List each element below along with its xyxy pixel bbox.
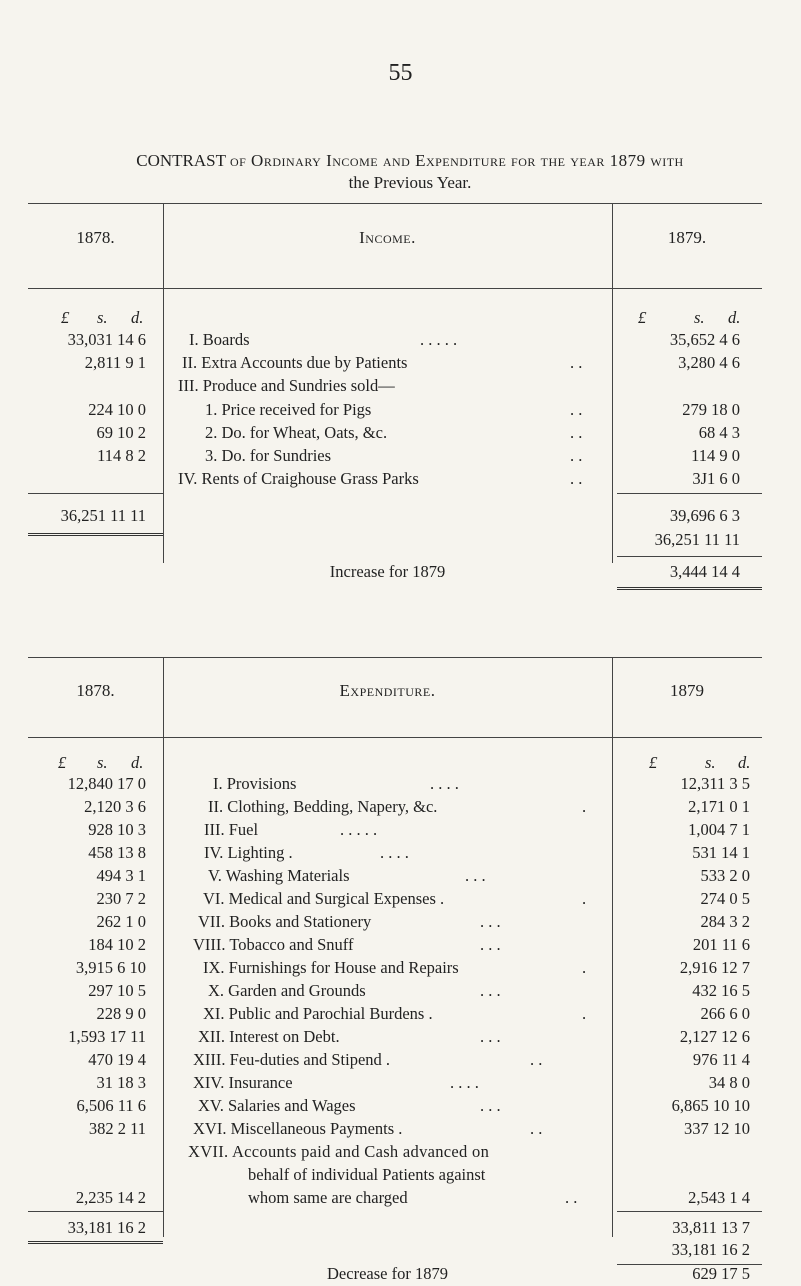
income-units-pounds-1878: £ (61, 308, 70, 327)
expenditure-leader-dots: . . . . . (340, 820, 378, 839)
expenditure-value-1879: 976 11 4 (692, 1050, 750, 1069)
expenditure-value-1878: 2,235 14 2 (75, 1188, 146, 1207)
income-label: 2. Do. for Wheat, Oats, &c. (205, 423, 388, 442)
income-header-title: Income. (359, 228, 416, 247)
expenditure-label: VIII. Tobacco and Snuff (193, 935, 354, 954)
income-units-shillings-1878: s. (97, 308, 108, 327)
expenditure-units-pounds-1878: £ (58, 753, 67, 772)
expenditure-label: XIV. Insurance (193, 1073, 293, 1092)
expenditure-leader-dots: . . . . (450, 1073, 479, 1092)
expenditure-header-1878: 1878. (76, 681, 115, 700)
expenditure-value-1878: 262 1 0 (96, 912, 146, 931)
expenditure-label: II. Clothing, Bedding, Napery, &c. (208, 797, 438, 816)
expenditure-units-pence-1879: d. (738, 753, 751, 772)
expenditure-label: whom same are charged (248, 1188, 408, 1207)
expenditure-value-1879: 6,865 10 10 (671, 1096, 750, 1115)
expenditure-value-1878: 31 18 3 (96, 1073, 146, 1092)
income-label: I. Boards (189, 330, 250, 349)
expenditure-value-1878: 1,593 17 11 (68, 1027, 146, 1046)
expenditure-units-shillings-1878: s. (97, 753, 108, 772)
expenditure-leader-dots: . (582, 1004, 587, 1023)
expenditure-leader-dots: . . (530, 1119, 543, 1138)
expenditure-header-rule (28, 737, 762, 738)
income-total-1878: 36,251 11 11 (60, 506, 146, 525)
expenditure-value-1878: 3,915 6 10 (75, 958, 146, 977)
income-leader-dots: . . (570, 423, 583, 442)
title-lead: CONTRAST (136, 151, 226, 170)
income-difference-row (0, 562, 801, 588)
expenditure-value-1879: 2,543 1 4 (688, 1188, 750, 1207)
income-units-pence-1878: d. (131, 308, 144, 327)
expenditure-value-1878: 184 10 2 (88, 935, 146, 954)
expenditure-value-1879: 2,127 12 6 (679, 1027, 750, 1046)
income-value-1878: 33,031 14 6 (67, 330, 146, 349)
expenditure-sum-rule-1879 (617, 1211, 762, 1212)
income-units-pounds-1879: £ (638, 308, 647, 327)
income-value-1879: 279 18 0 (682, 400, 740, 419)
expenditure-leader-dots: . (582, 889, 587, 908)
expenditure-label: XIII. Feu-duties and Stipend . (193, 1050, 391, 1069)
income-diff-double-rule (617, 587, 762, 590)
income-header-1878: 1878. (76, 228, 115, 247)
income-value-1878: 69 10 2 (96, 423, 146, 442)
page-subtitle: the Previous Year. (348, 173, 472, 192)
expenditure-subtract-row (0, 1240, 801, 1266)
income-subtract-1878: 36,251 11 11 (654, 530, 740, 549)
income-row (0, 376, 801, 402)
expenditure-value-1878: 228 9 0 (96, 1004, 146, 1023)
expenditure-label: behalf of individual Patients against (248, 1165, 486, 1184)
expenditure-difference-label: Decrease for 1879 (327, 1264, 448, 1283)
expenditure-value-1879: 201 11 6 (692, 935, 750, 954)
expenditure-label: VI. Medical and Surgical Expenses . (203, 889, 445, 908)
expenditure-leader-dots: . . (530, 1050, 543, 1069)
expenditure-label: VII. Books and Stationery (198, 912, 372, 931)
income-value-1879: 68 4 3 (698, 423, 740, 442)
expenditure-leader-dots: . . . (480, 981, 501, 1000)
income-sum-rule-1879 (617, 493, 762, 494)
expenditure-leader-dots: . . . (465, 866, 486, 885)
income-leader-dots: . . (570, 400, 583, 419)
expenditure-value-1879: 34 8 0 (708, 1073, 750, 1092)
expenditure-leader-dots: . . . (480, 935, 501, 954)
expenditure-sum-rule-1878 (28, 1211, 163, 1212)
income-label: 1. Price received for Pigs (205, 400, 372, 419)
income-top-rule (28, 203, 762, 204)
expenditure-subtract-1878: 33,181 16 2 (671, 1240, 750, 1259)
expenditure-leader-dots: . . (565, 1188, 578, 1207)
expenditure-difference-value: 629 17 5 (692, 1264, 750, 1283)
expenditure-label: X. Garden and Grounds (208, 981, 366, 1000)
expenditure-value-1878: 12,840 17 0 (67, 774, 146, 793)
expenditure-value-1878: 382 2 11 (88, 1119, 146, 1138)
income-header-1879: 1879. (667, 228, 707, 247)
expenditure-header-title: Expenditure. (339, 681, 436, 700)
income-label: IV. Rents of Craighouse Grass Parks (178, 469, 419, 488)
expenditure-leader-dots: . . . . (430, 774, 459, 793)
income-diff-rule (617, 556, 762, 557)
expenditure-value-1878: 2,120 3 6 (84, 797, 146, 816)
expenditure-leader-dots: . (582, 797, 587, 816)
expenditure-value-1879: 284 3 2 (700, 912, 750, 931)
income-leader-dots: . . (570, 446, 583, 465)
income-label: II. Extra Accounts due by Patients (182, 353, 408, 372)
expenditure-label: IV. Lighting . (204, 843, 293, 862)
income-value-1879: 35,652 4 6 (669, 330, 740, 349)
title-rest: of Ordinary Income and Expenditure for the year 1879 with (229, 151, 684, 170)
expenditure-value-1878: 6,506 11 6 (76, 1096, 146, 1115)
expenditure-total-1879: 33,811 13 7 (672, 1218, 750, 1237)
expenditure-value-1878: 297 10 5 (88, 981, 146, 1000)
expenditure-value-1878: 494 3 1 (96, 866, 146, 885)
expenditure-value-1878: 458 13 8 (88, 843, 146, 862)
income-leader-dots: . . . . . (420, 330, 458, 349)
expenditure-label: XII. Interest on Debt. (198, 1027, 340, 1046)
expenditure-leader-dots: . . . (480, 912, 501, 931)
expenditure-value-1879: 2,916 12 7 (679, 958, 750, 977)
income-difference-value: 3,444 14 4 (669, 562, 740, 581)
expenditure-leader-dots: . . . (480, 1027, 501, 1046)
expenditure-value-1879: 2,171 0 1 (688, 797, 750, 816)
expenditure-label: XVII. Accounts paid and Cash advanced on (188, 1142, 490, 1161)
income-total-1879: 39,696 6 3 (669, 506, 740, 525)
page-number: 55 (388, 60, 413, 86)
expenditure-label: III. Fuel (204, 820, 259, 839)
income-units-pence-1879: d. (728, 308, 741, 327)
income-leader-dots: . . (570, 469, 583, 488)
page-title (30, 150, 790, 172)
expenditure-value-1878: 230 7 2 (96, 889, 146, 908)
income-subtract-row (0, 530, 801, 556)
expenditure-leader-dots: . . . . (380, 843, 409, 862)
income-value-1878: 114 8 2 (97, 446, 146, 465)
expenditure-header-1879: 1879 (670, 681, 704, 700)
income-header-rule (28, 288, 762, 289)
expenditure-label: IX. Furnishings for House and Repairs (203, 958, 459, 977)
income-value-1879: 3J1 6 0 (692, 469, 740, 488)
income-total-row (0, 506, 801, 532)
expenditure-label: XVI. Miscellaneous Payments . (193, 1119, 403, 1138)
income-leader-dots: . . (570, 353, 583, 372)
income-units-shillings-1879: s. (694, 308, 705, 327)
expenditure-value-1879: 432 16 5 (692, 981, 750, 1000)
income-label: 3. Do. for Sundries (205, 446, 332, 465)
expenditure-value-1879: 533 2 0 (700, 866, 750, 885)
income-sum-rule-1878 (28, 493, 163, 494)
expenditure-label: XV. Salaries and Wages (198, 1096, 356, 1115)
expenditure-label: V. Washing Materials (208, 866, 350, 885)
expenditure-value-1878: 928 10 3 (88, 820, 146, 839)
expenditure-units-pence-1878: d. (131, 753, 144, 772)
income-value-1878: 2,811 9 1 (84, 353, 146, 372)
expenditure-top-rule (28, 657, 762, 658)
expenditure-label: I. Provisions (213, 774, 297, 793)
expenditure-leader-dots: . (582, 958, 587, 977)
income-value-1878: 224 10 0 (88, 400, 146, 419)
expenditure-units-shillings-1879: s. (705, 753, 716, 772)
expenditure-leader-dots: . . . (480, 1096, 501, 1115)
expenditure-value-1879: 274 0 5 (700, 889, 750, 908)
expenditure-value-1878: 470 19 4 (88, 1050, 146, 1069)
expenditure-value-1879: 266 6 0 (700, 1004, 750, 1023)
income-difference-label: Increase for 1879 (329, 562, 446, 581)
expenditure-units-pounds-1879: £ (649, 753, 658, 772)
income-value-1879: 114 9 0 (691, 446, 740, 465)
expenditure-value-1879: 12,311 3 5 (680, 774, 750, 793)
income-value-1879: 3,280 4 6 (678, 353, 740, 372)
expenditure-value-1879: 1,004 7 1 (688, 820, 750, 839)
expenditure-value-1879: 337 12 10 (684, 1119, 750, 1138)
expenditure-difference-row (0, 1264, 801, 1286)
expenditure-value-1879: 531 14 1 (692, 843, 750, 862)
expenditure-label: XI. Public and Parochial Burdens . (203, 1004, 433, 1023)
expenditure-total-1878: 33,181 16 2 (67, 1218, 146, 1237)
income-row (0, 469, 801, 495)
income-label: III. Produce and Sundries sold— (178, 376, 395, 395)
